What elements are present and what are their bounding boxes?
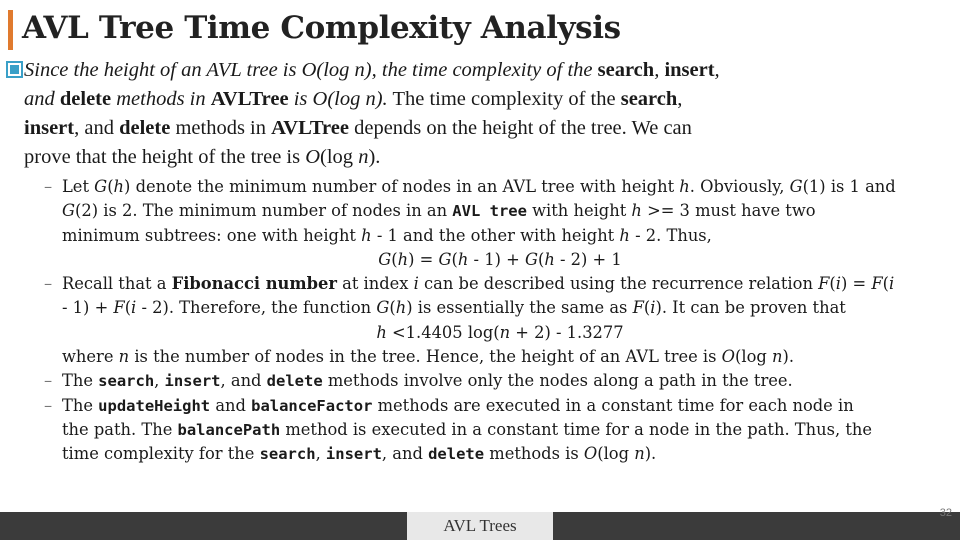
title-accent-bar xyxy=(8,10,13,50)
dash-bullet: – xyxy=(44,395,53,415)
intro-line-3: insert, and delete methods in AVLTree depends on the height of the tree. We can xyxy=(24,117,692,139)
dash-bullet: – xyxy=(44,177,53,196)
page-number: 32 xyxy=(939,507,952,519)
dash-bullet: – xyxy=(44,371,53,391)
sub-bullet-methods-path: – The search, insert, and delete methods involve only the nodes along a path in the tree. xyxy=(44,369,956,393)
slide-title: AVL Tree Time Complexity Analysis xyxy=(22,10,621,46)
sub-bullets xyxy=(44,175,956,467)
sub-bullet-fibonacci: – Recall that a Fibonacci number at index i can be described using the recurrence relation F(i) = F(i - 1) + F(i - 2). Therefore, the function G(h) is essentially the same as F(i). It can be proven that xyxy=(44,274,895,318)
height-conclusion: where n is the number of nodes in the tree. Hence, the height of an AVL tree is O(log n). xyxy=(62,347,795,367)
height-bound-formula: h <1.4405 log(n + 2) - 1.3277 xyxy=(376,322,624,342)
footer-title: AVL Trees xyxy=(407,512,553,540)
intro-line-1: Since the height of an AVL tree is O(log n), the time complexity of the search, insert, xyxy=(24,59,720,81)
dash-bullet: – xyxy=(44,274,53,294)
sub-bullet-min-nodes: – Let G(h) denote the minimum number of nodes in an AVL tree with height h. Obviously, G(1) is 1 and G(2) is 2. The minimum number of nodes in an AVL tree with height h >= 3 must have two minimum subtrees: one with height h - 1 and the other with height h - 2. Thus, xyxy=(44,177,896,245)
square-bullet-icon xyxy=(6,61,23,78)
sub-bullet-constant-time: – The updateHeight and balanceFactor methods are executed in a constant time for each node in the path. The balancePath method is executed in a constant time for a node in the path. Thus, the time complexity for the search, insert, and delete methods is O(log n). xyxy=(44,395,872,464)
recurrence-formula: G(h) = G(h - 1) + G(h - 2) + 1 xyxy=(378,249,622,269)
intro-line-4: prove that the height of the tree is O(log n). xyxy=(24,146,381,168)
intro-paragraph xyxy=(24,56,956,172)
intro-line-2: and delete methods in AVLTree is O(log n). The time complexity of the search, xyxy=(24,88,683,110)
